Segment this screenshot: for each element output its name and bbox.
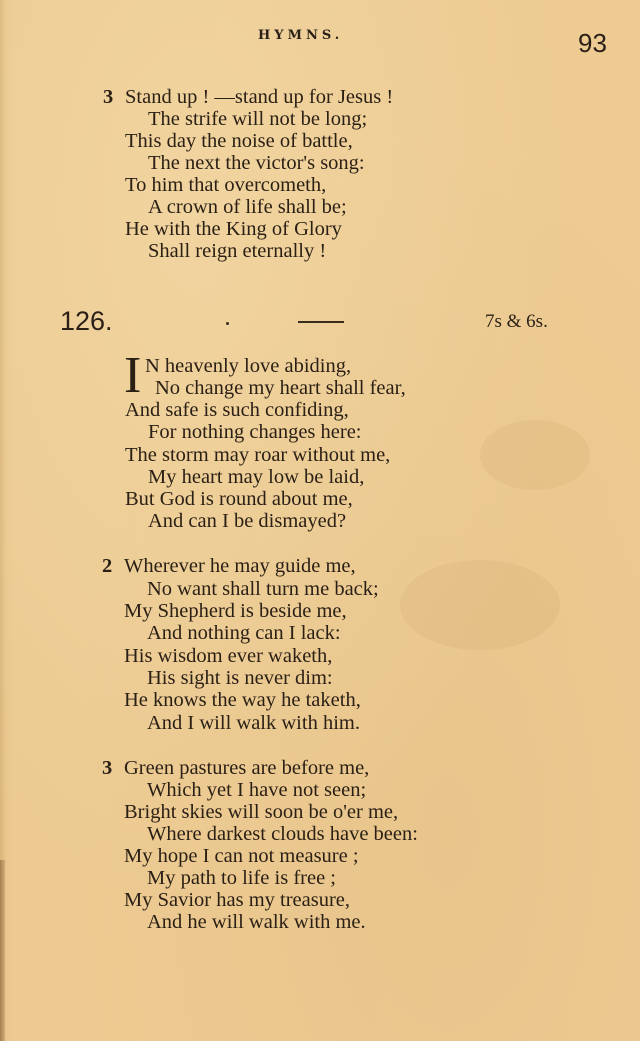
verse-line: This day the noise of battle, [125, 130, 353, 152]
verse-line: Where darkest clouds have been: [147, 823, 418, 845]
verse-line: My heart may low be laid, [148, 466, 365, 488]
verse-line: No want shall turn me back; [147, 578, 379, 600]
verse-line: For nothing changes here: [148, 421, 362, 443]
verse-line: My hope I can not measure ; [124, 845, 359, 867]
verse-line: Bright skies will soon be o'er me, [124, 801, 399, 823]
meter-label: 7s & 6s. [485, 311, 548, 332]
verse-line: He knows the way he taketh, [124, 689, 361, 711]
hymn-number: 126. [60, 306, 113, 336]
verse-line: N heavenly love abiding, [145, 355, 352, 377]
tune-dash-rule [298, 321, 344, 323]
verse-line: My Savior has my treasure, [124, 889, 351, 911]
verse-number: 2 [102, 555, 113, 577]
verse-line: And he will walk with me. [147, 911, 366, 933]
verse-line: No change my heart shall fear, [155, 377, 406, 399]
verse-line: And I will walk with him. [147, 712, 360, 734]
verse-line: The next the victor's song: [148, 152, 365, 174]
verse-line: To him that overcometh, [125, 174, 327, 196]
verse-line: The strife will not be long; [148, 108, 368, 130]
page-binding-edge [0, 860, 5, 1041]
verse-line: His wisdom ever waketh, [124, 645, 333, 667]
printer-dot [226, 322, 229, 325]
verse-line: Stand up ! —stand up for Jesus ! [125, 86, 394, 108]
page-number: 93 [578, 28, 607, 58]
verse-line: But God is round about me, [125, 488, 353, 510]
verse-line: My Shepherd is beside me, [124, 600, 347, 622]
paper-stain [480, 420, 590, 490]
verse-line: Which yet I have not seen; [147, 779, 367, 801]
drop-cap: I [124, 347, 142, 404]
verse-line: His sight is never dim: [147, 667, 333, 689]
verse-number: 3 [103, 86, 114, 108]
running-title: HYMNS. [258, 28, 344, 43]
verse-line: He with the King of Glory [125, 218, 342, 240]
verse-line: A crown of life shall be; [148, 196, 347, 218]
paper-stain [400, 560, 560, 650]
verse-line: Wherever he may guide me, [124, 555, 356, 577]
verse-line: Shall reign eternally ! [148, 240, 327, 262]
verse-number: 3 [102, 757, 113, 779]
verse-line: And nothing can I lack: [147, 622, 341, 644]
verse-line: My path to life is free ; [147, 867, 337, 889]
verse-line: And can I be dismayed? [148, 510, 347, 532]
verse-line: And safe is such confiding, [125, 399, 349, 421]
verse-line: The storm may roar without me, [125, 444, 391, 466]
verse-line: Green pastures are before me, [124, 757, 370, 779]
